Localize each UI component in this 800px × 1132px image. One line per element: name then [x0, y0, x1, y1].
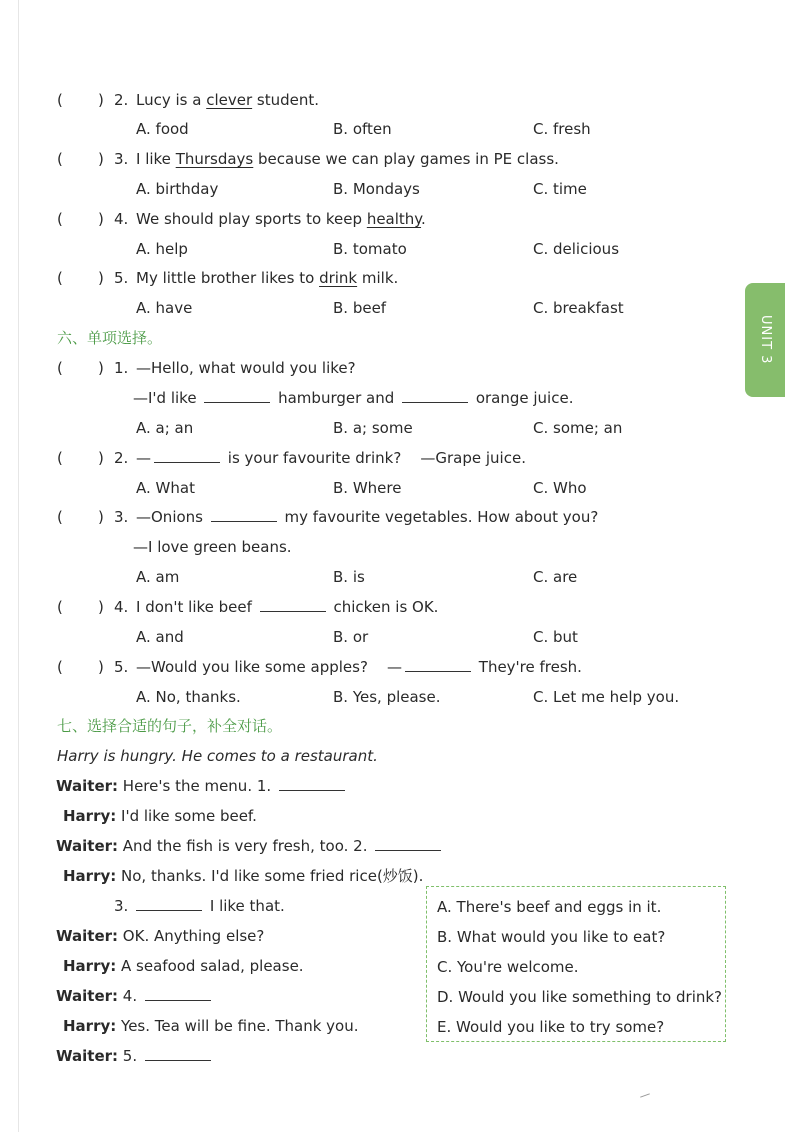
options-row	[0, 565, 800, 589]
answer-blank[interactable]	[154, 448, 220, 463]
question-number: 4.	[114, 210, 129, 228]
section-title: 六、单项选择。	[57, 329, 163, 347]
option-a: A. help	[136, 240, 188, 258]
answer-paren-close: )	[98, 91, 104, 109]
dialogue-line	[0, 1044, 800, 1068]
options-row	[0, 117, 800, 141]
dialogue-text: Waiter: And the fish is very fresh, too. 2.	[56, 834, 444, 858]
question-row	[0, 147, 800, 171]
answer-paren-close: )	[98, 269, 104, 287]
dialogue-text: 3. I like that.	[114, 897, 285, 915]
option-b: B. Mondays	[333, 180, 420, 198]
question-text: We should play sports to keep healthy.	[136, 210, 426, 228]
question-number: 2.	[114, 449, 129, 467]
answer-paren-open: (	[57, 269, 63, 287]
option-c: C. but	[533, 628, 578, 646]
answer-paren-close: )	[98, 150, 104, 168]
answer-paren-close: )	[98, 449, 104, 467]
options-row	[0, 476, 800, 500]
section-title: 七、选择合适的句子，补全对话。	[57, 717, 283, 735]
option-a: A. food	[136, 120, 189, 138]
option-b: B. Yes, please.	[333, 688, 441, 706]
question-continuation	[0, 386, 800, 410]
answer-blank[interactable]	[145, 1046, 211, 1061]
option-c: C. time	[533, 180, 587, 198]
unit-tab-label: UNIT 3	[758, 315, 773, 365]
question-text: Lucy is a clever student.	[136, 91, 320, 109]
option-c: C. are	[533, 568, 578, 586]
option-a: A. and	[136, 628, 184, 646]
speaker-label: Waiter:	[56, 927, 119, 945]
option-c: C. Let me help you.	[533, 688, 680, 706]
options-row	[0, 237, 800, 261]
underlined-word: clever	[206, 91, 253, 109]
speaker-label: Waiter:	[56, 987, 119, 1005]
question-row	[0, 88, 800, 112]
option-b: B. tomato	[333, 240, 407, 258]
option-c: C. Who	[533, 479, 587, 497]
question-text: —Onions my favourite vegetables. How about you?	[136, 508, 599, 526]
speaker-label: Waiter:	[56, 1047, 119, 1065]
dialogue-line	[0, 834, 800, 858]
question-number: 5.	[114, 658, 129, 676]
question-text: I don't like beef chicken is OK.	[136, 598, 439, 616]
question-number: 3.	[114, 508, 129, 526]
option-b: B. beef	[333, 299, 387, 317]
answer-paren-open: (	[57, 598, 63, 616]
option-a: A. a; an	[136, 419, 194, 437]
option-a: A. have	[136, 299, 193, 317]
question-row	[0, 356, 800, 380]
dialogue-text: Waiter: 5.	[56, 1044, 214, 1068]
question-number: 2.	[114, 91, 129, 109]
options-row	[0, 625, 800, 649]
option-c: C. some; an	[533, 419, 623, 437]
section-header	[0, 326, 800, 350]
question-row	[0, 655, 800, 679]
box-option-d: D. Would you like something to drink?	[437, 988, 723, 1006]
answer-paren-close: )	[98, 598, 104, 616]
question-number: 4.	[114, 598, 129, 616]
answer-paren-close: )	[98, 508, 104, 526]
option-c: C. fresh	[533, 120, 591, 138]
question-row	[0, 207, 800, 231]
dialogue-text: Waiter: OK. Anything else?	[56, 927, 265, 945]
underlined-word: Thursdays	[175, 150, 254, 168]
dialogue-line	[0, 774, 800, 798]
answer-blank[interactable]	[136, 896, 202, 911]
speaker-label: Waiter:	[56, 837, 119, 855]
question-row	[0, 505, 800, 529]
speaker-label: Harry:	[63, 957, 117, 975]
dialogue-text: Harry: I'd like some beef.	[63, 807, 257, 825]
options-row	[0, 685, 800, 709]
question-text: — is your favourite drink? —Grape juice.	[136, 449, 526, 467]
answer-paren-open: (	[57, 508, 63, 526]
answer-paren-close: )	[98, 658, 104, 676]
dialogue-line	[0, 804, 800, 828]
answer-paren-open: (	[57, 449, 63, 467]
options-row	[0, 296, 800, 320]
option-a: A. am	[136, 568, 180, 586]
answer-blank[interactable]	[145, 986, 211, 1001]
box-option-c: C. You're welcome.	[437, 958, 579, 976]
question-text: —I love green beans.	[133, 538, 292, 556]
question-row	[0, 595, 800, 619]
answer-paren-open: (	[57, 91, 63, 109]
speaker-label: Harry:	[63, 807, 117, 825]
box-option-e: E. Would you like to try some?	[437, 1018, 665, 1036]
speaker-label: Harry:	[63, 867, 117, 885]
question-text: —I'd like hamburger and orange juice.	[133, 389, 574, 407]
answer-blank[interactable]	[211, 507, 277, 522]
options-row	[0, 416, 800, 440]
unit-tab	[745, 283, 785, 397]
speaker-label: Waiter:	[56, 777, 119, 795]
option-c: C. breakfast	[533, 299, 624, 317]
option-b: B. Where	[333, 479, 402, 497]
question-number: 5.	[114, 269, 129, 287]
answer-blank[interactable]	[204, 388, 270, 403]
question-row	[0, 266, 800, 290]
box-option-a: A. There's beef and eggs in it.	[437, 898, 662, 916]
dialogue-text: Harry: Yes. Tea will be fine. Thank you.	[63, 1017, 359, 1035]
option-a: A. What	[136, 479, 195, 497]
answer-blank[interactable]	[402, 388, 468, 403]
box-option-b: B. What would you like to eat?	[437, 928, 666, 946]
question-text: I like Thursdays because we can play games in PE class.	[136, 150, 559, 168]
option-b: B. is	[333, 568, 365, 586]
answer-paren-open: (	[57, 150, 63, 168]
option-c: C. delicious	[533, 240, 620, 258]
dialogue-text: Waiter: Here's the menu. 1.	[56, 774, 348, 798]
question-number: 3.	[114, 150, 129, 168]
dialogue-text: Waiter: 4.	[56, 984, 214, 1008]
answer-paren-close: )	[98, 210, 104, 228]
answer-blank[interactable]	[260, 597, 326, 612]
underlined-word: healthy	[366, 210, 422, 228]
answer-paren-open: (	[57, 658, 63, 676]
answer-blank[interactable]	[375, 836, 441, 851]
question-text: —Would you like some apples? — They're fresh.	[136, 658, 582, 676]
option-a: A. No, thanks.	[136, 688, 241, 706]
question-text: —Hello, what would you like?	[136, 359, 356, 377]
question-text: My little brother likes to drink milk.	[136, 269, 399, 287]
page-mark	[640, 1093, 650, 1097]
option-a: A. birthday	[136, 180, 219, 198]
dialogue-text: Harry: No, thanks. I'd like some fried rice(炒饭).	[63, 867, 424, 885]
answer-paren-open: (	[57, 359, 63, 377]
question-continuation	[0, 535, 800, 559]
answer-blank[interactable]	[405, 657, 471, 672]
underlined-word: drink	[319, 269, 358, 287]
option-b: B. or	[333, 628, 369, 646]
speaker-label: Harry:	[63, 1017, 117, 1035]
options-row	[0, 177, 800, 201]
scenario-row	[0, 744, 800, 768]
dialogue-line	[0, 864, 800, 888]
answer-options-box	[426, 886, 726, 1042]
answer-paren-open: (	[57, 210, 63, 228]
option-b: B. often	[333, 120, 392, 138]
answer-paren-close: )	[98, 359, 104, 377]
question-number: 1.	[114, 359, 129, 377]
answer-blank[interactable]	[279, 776, 345, 791]
dialogue-text: Harry: A seafood salad, please.	[63, 957, 304, 975]
section-header	[0, 714, 800, 738]
option-b: B. a; some	[333, 419, 413, 437]
question-row	[0, 446, 800, 470]
scenario-text: Harry is hungry. He comes to a restaurant.	[57, 747, 378, 765]
